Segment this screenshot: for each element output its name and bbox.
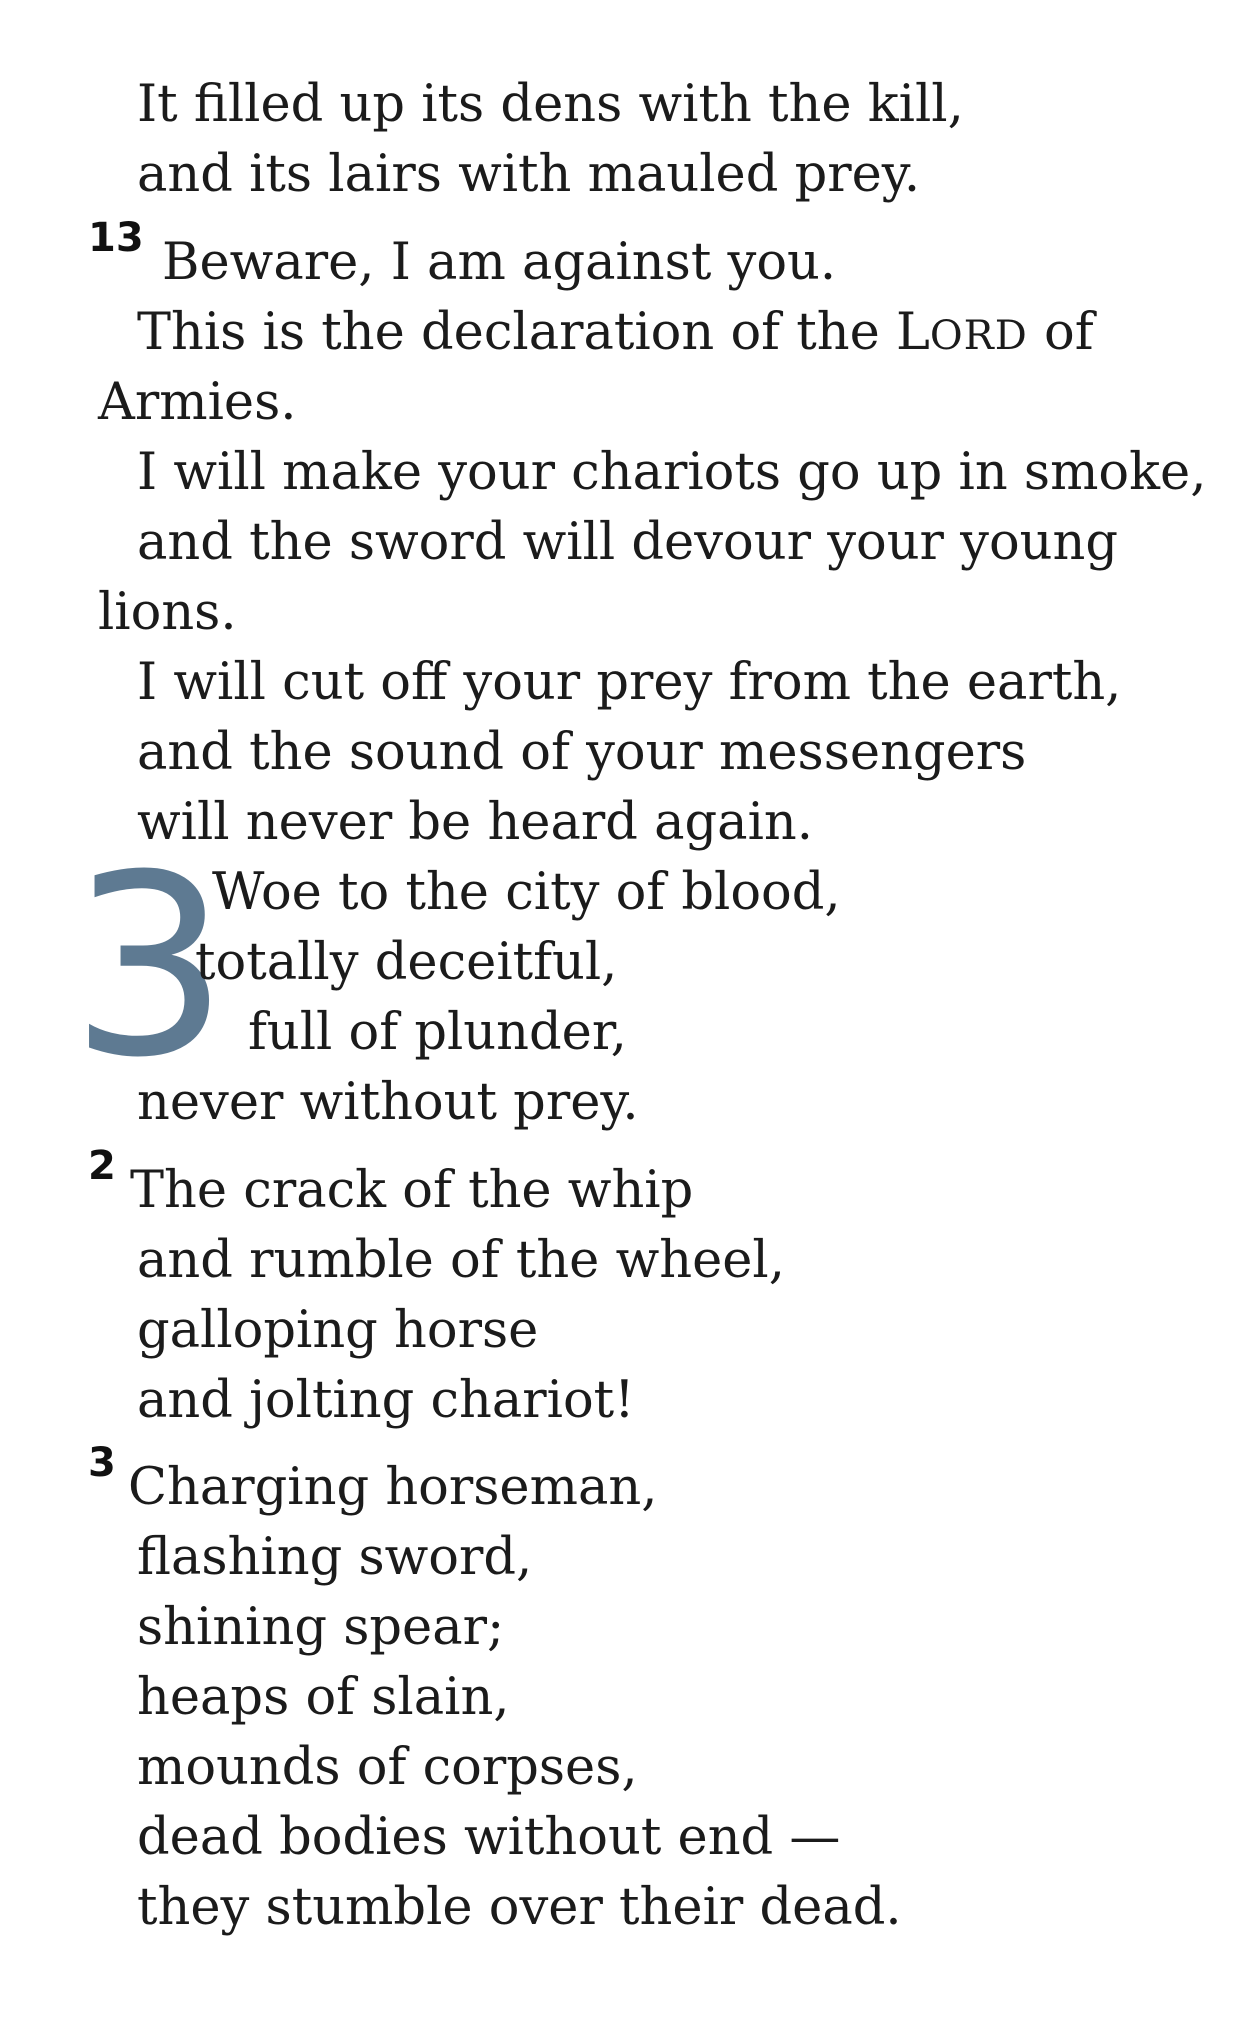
verse-number: 2 — [88, 1143, 116, 1189]
poetry-line: shining spear; — [137, 1598, 505, 1657]
poetry-line: and rumble of the wheel, — [137, 1231, 785, 1290]
poetry-line: Armies. — [98, 373, 297, 432]
poetry-line: The crack of the whip — [130, 1161, 694, 1220]
poetry-line: galloping horse — [137, 1301, 539, 1360]
poetry-line: never without prey. — [137, 1073, 639, 1132]
divine-name-initial: L — [895, 303, 930, 362]
poetry-line: will never be heard again. — [137, 793, 813, 852]
poetry-line: Beware, I am against you. — [162, 233, 837, 292]
poetry-line: totally deceitful, — [195, 933, 618, 992]
poetry-line: and the sound of your messengers — [137, 723, 1027, 782]
poetry-line: I will cut off your prey from the earth, — [137, 653, 1122, 712]
poetry-line: mounds of corpses, — [137, 1738, 638, 1797]
divine-name — [896, 303, 1028, 362]
poetry-line: flashing sword, — [137, 1528, 533, 1587]
line-text: of — [1027, 303, 1094, 362]
poetry-line: they stumble over their dead. — [137, 1878, 902, 1937]
poetry-line: heaps of slain, — [137, 1668, 510, 1727]
poetry-line: Charging horseman, — [128, 1458, 658, 1517]
verse-number: 13 — [88, 215, 144, 261]
poetry-line: and its lairs with mauled prey. — [137, 145, 921, 204]
poetry-line: dead bodies without end — — [137, 1808, 841, 1867]
poetry-line: full of plunder, — [248, 1003, 627, 1062]
poetry-line: and the sword will devour your young — [137, 513, 1119, 572]
poetry-line — [137, 298, 1094, 371]
verse-number: 3 — [88, 1440, 116, 1486]
chapter-number: 3 — [70, 821, 230, 1112]
poetry-line: It filled up its dens with the kill, — [137, 75, 964, 134]
divine-name-small-caps: ORD — [929, 313, 1028, 359]
line-text: This is the declaration of the — [137, 303, 896, 362]
poetry-line: I will make your chariots go up in smoke, — [137, 443, 1207, 502]
poetry-line: and jolting chariot! — [137, 1371, 635, 1430]
poetry-line: lions. — [98, 583, 237, 642]
poetry-line: Woe to the city of blood, — [212, 863, 841, 922]
